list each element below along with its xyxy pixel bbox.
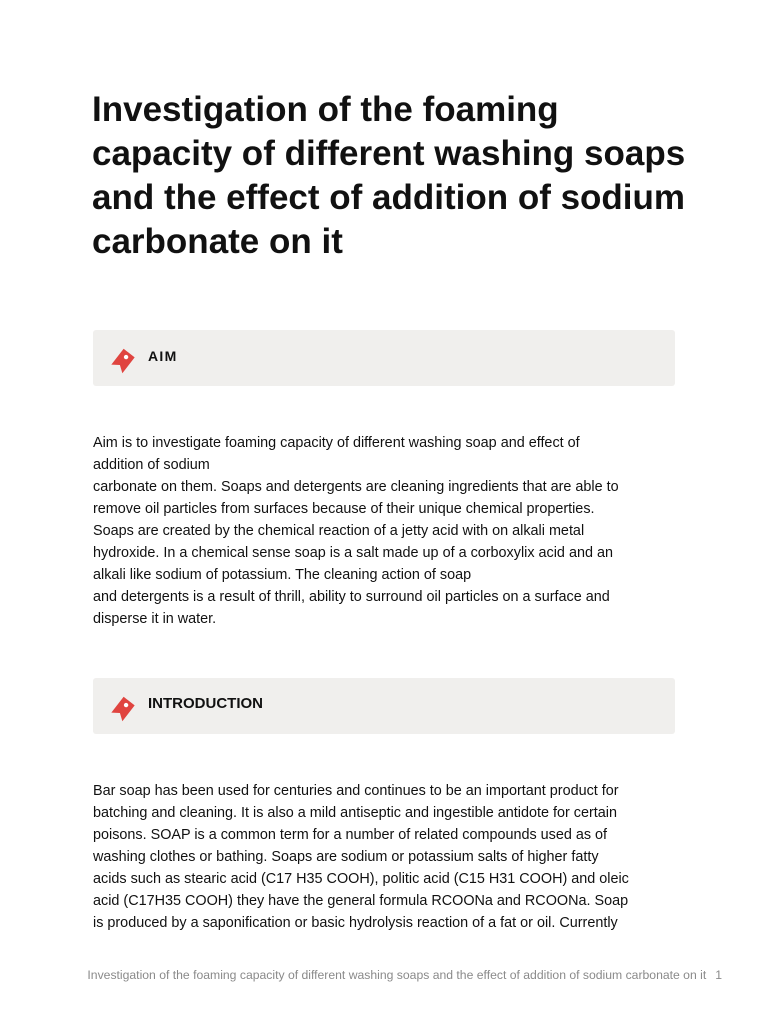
footer-text: Investigation of the foaming capacity of different washing soaps and the effect of addition of sodium carbonate on it: [87, 968, 707, 982]
text-line: addition of sodium: [93, 457, 210, 473]
text-line: acids such as stearic acid (C17 H35 COOH), politic acid (C15 H31 COOH) and oleic: [93, 871, 629, 887]
section-heading: AIM: [148, 348, 178, 364]
section-header-aim: [93, 330, 675, 386]
section-heading: INTRODUCTION: [148, 695, 263, 712]
introduction-paragraph: [93, 780, 683, 934]
page-footer: [0, 968, 722, 982]
tag-icon: [108, 346, 138, 376]
text-line: is produced by a saponification or basic hydrolysis reaction of a fat or oil. Currently: [93, 915, 618, 931]
text-line: washing clothes or bathing. Soaps are sodium or potassium salts of higher fatty: [93, 849, 599, 865]
text-line: batching and cleaning. It is also a mild antiseptic and ingestible antidote for certain: [93, 805, 617, 821]
section-header-introduction: [93, 678, 675, 734]
page-title: Investigation of the foaming capacity of different washing soaps and the effect of addition of sodium carbonate on it: [92, 90, 686, 261]
text-line: carbonate on them. Soaps and detergents are cleaning ingredients that are able to: [93, 479, 619, 495]
text-line: and detergents is a result of thrill, ability to surround oil particles on a surface and: [93, 589, 610, 605]
text-line: disperse it in water.: [93, 611, 217, 627]
text-line: alkali like sodium of potassium. The cleaning action of soap: [93, 567, 472, 583]
text-line: hydroxide. In a chemical sense soap is a salt made up of a corboxylix acid and an: [93, 545, 613, 561]
text-line: Bar soap has been used for centuries and continues to be an important product for: [93, 783, 619, 799]
text-line: acid (C17H35 COOH) they have the general formula RCOONa and RCOONa. Soap: [93, 893, 629, 909]
aim-paragraph: [93, 432, 683, 630]
text-line: poisons. SOAP is a common term for a number of related compounds used as of: [93, 827, 608, 843]
text-line: remove oil particles from surfaces because of their unique chemical properties.: [93, 501, 595, 517]
page-number: 1: [715, 968, 722, 982]
text-line: Aim is to investigate foaming capacity of different washing soap and effect of: [93, 435, 580, 451]
text-line: Soaps are created by the chemical reaction of a jetty acid with on alkali metal: [93, 523, 585, 539]
tag-icon: [108, 694, 138, 724]
